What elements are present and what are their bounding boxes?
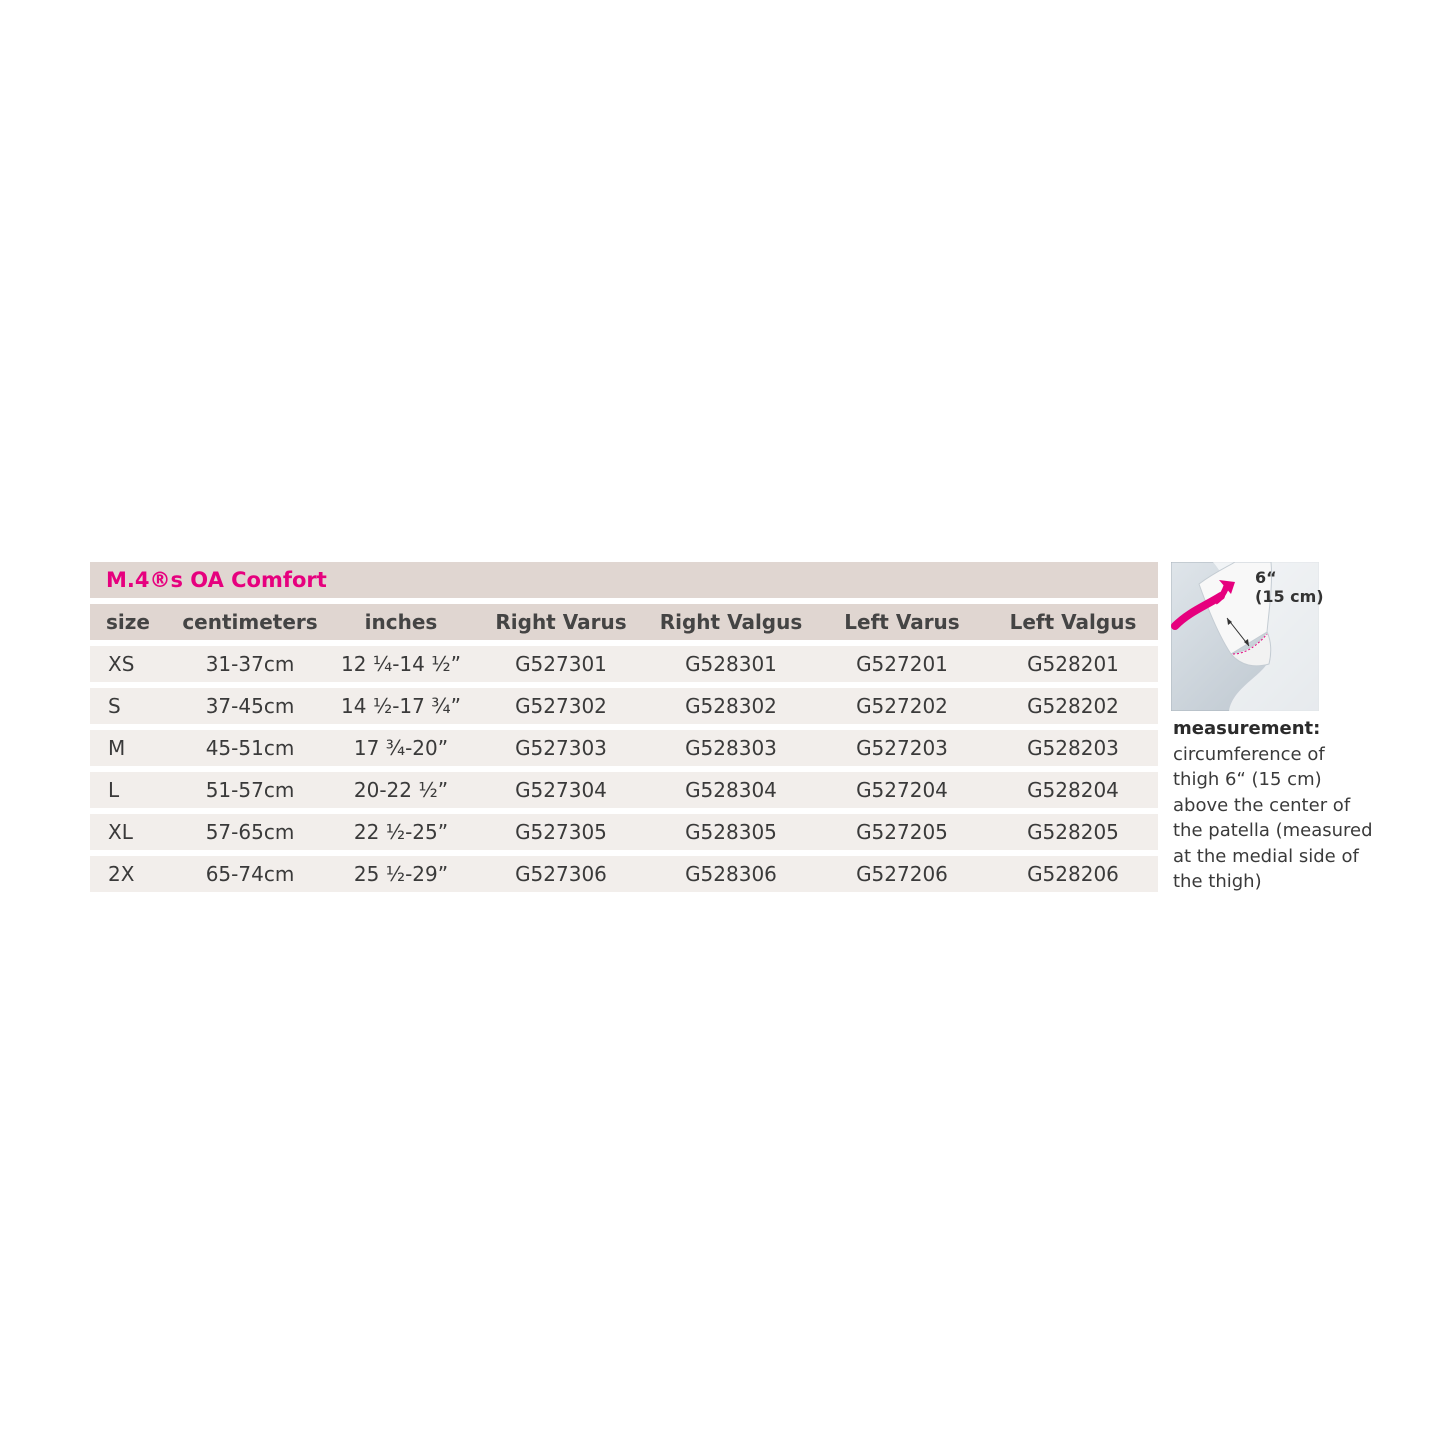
inches-cell: 25 ½-29” bbox=[353, 862, 449, 886]
measurement-heading: measurement: bbox=[1173, 718, 1321, 739]
right-varus-cell: G527301 bbox=[515, 652, 607, 676]
table-header bbox=[90, 604, 1158, 640]
product-title: M.4®s OA Comfort bbox=[90, 562, 1158, 598]
centimeters-cell: 65-74cm bbox=[205, 862, 295, 886]
size-cell: XS bbox=[108, 652, 135, 676]
size-cell: XL bbox=[108, 820, 133, 844]
left-valgus-cell: G528203 bbox=[1027, 736, 1119, 760]
size-cell: 2X bbox=[108, 862, 135, 886]
size-cell: M bbox=[108, 736, 126, 760]
inches-cell: 14 ½-17 ¾” bbox=[341, 694, 461, 718]
measurement-line: above the center of bbox=[1173, 794, 1351, 816]
right-valgus-cell: G528302 bbox=[685, 694, 777, 718]
table-row bbox=[90, 646, 1158, 682]
centimeters-cell: 51-57cm bbox=[205, 778, 295, 802]
table-row bbox=[90, 856, 1158, 892]
left-valgus-cell: G528201 bbox=[1027, 652, 1119, 676]
column-header-left-valgus: Left Valgus bbox=[1009, 610, 1137, 634]
right-valgus-cell: G528301 bbox=[685, 652, 777, 676]
measurement-line: at the medial side of bbox=[1173, 845, 1359, 867]
measurement-line: the thigh) bbox=[1173, 871, 1262, 892]
right-valgus-cell: G528303 bbox=[685, 736, 777, 760]
inches-cell: 12 ¼-14 ½” bbox=[341, 652, 461, 676]
measurement-line: circumference of bbox=[1173, 743, 1325, 765]
centimeters-cell: 37-45cm bbox=[205, 694, 295, 718]
right-valgus-cell: G528304 bbox=[685, 778, 777, 802]
right-varus-cell: G527305 bbox=[515, 820, 607, 844]
column-header-size: size bbox=[106, 610, 150, 634]
right-valgus-cell: G528305 bbox=[685, 820, 777, 844]
measurement-note bbox=[1173, 716, 1443, 895]
right-valgus-cell: G528306 bbox=[685, 862, 777, 886]
centimeters-cell: 31-37cm bbox=[205, 652, 295, 676]
right-varus-cell: G527304 bbox=[515, 778, 607, 802]
size-cell: L bbox=[108, 778, 120, 802]
left-valgus-cell: G528206 bbox=[1027, 862, 1119, 886]
right-varus-cell: G527306 bbox=[515, 862, 607, 886]
inches-cell: 22 ½-25” bbox=[353, 820, 449, 844]
centimeters-cell: 45-51cm bbox=[205, 736, 295, 760]
figure-label-inches: 6“ bbox=[1255, 568, 1277, 587]
size-table bbox=[90, 562, 1158, 892]
left-varus-cell: G527202 bbox=[856, 694, 948, 718]
left-valgus-cell: G528205 bbox=[1027, 820, 1119, 844]
centimeters-cell: 57-65cm bbox=[205, 820, 295, 844]
right-varus-cell: G527303 bbox=[515, 736, 607, 760]
table-row bbox=[90, 688, 1158, 724]
left-varus-cell: G527204 bbox=[856, 778, 948, 802]
left-varus-cell: G527205 bbox=[856, 820, 948, 844]
column-header-inches: inches bbox=[364, 610, 438, 634]
table-row bbox=[90, 814, 1158, 850]
column-header-left-varus: Left Varus bbox=[844, 610, 960, 634]
size-cell: S bbox=[108, 694, 121, 718]
measurement-line: the patella (measured bbox=[1173, 820, 1373, 841]
left-valgus-cell: G528204 bbox=[1027, 778, 1119, 802]
column-header-right-valgus: Right Valgus bbox=[659, 610, 803, 634]
left-valgus-cell: G528202 bbox=[1027, 694, 1119, 718]
inches-cell: 20-22 ½” bbox=[353, 778, 449, 802]
right-varus-cell: G527302 bbox=[515, 694, 607, 718]
measurement-line: thigh 6“ (15 cm) bbox=[1173, 769, 1322, 790]
figure-label-cm: (15 cm) bbox=[1255, 587, 1324, 606]
inches-cell: 17 ¾-20” bbox=[353, 736, 449, 760]
left-varus-cell: G527206 bbox=[856, 862, 948, 886]
column-header-right-varus: Right Varus bbox=[495, 610, 627, 634]
left-varus-cell: G527201 bbox=[856, 652, 948, 676]
table-row bbox=[90, 772, 1158, 808]
figure-label bbox=[1255, 568, 1324, 606]
column-header-centimeters: centimeters bbox=[182, 610, 318, 634]
table-row bbox=[90, 730, 1158, 766]
left-varus-cell: G527203 bbox=[856, 736, 948, 760]
